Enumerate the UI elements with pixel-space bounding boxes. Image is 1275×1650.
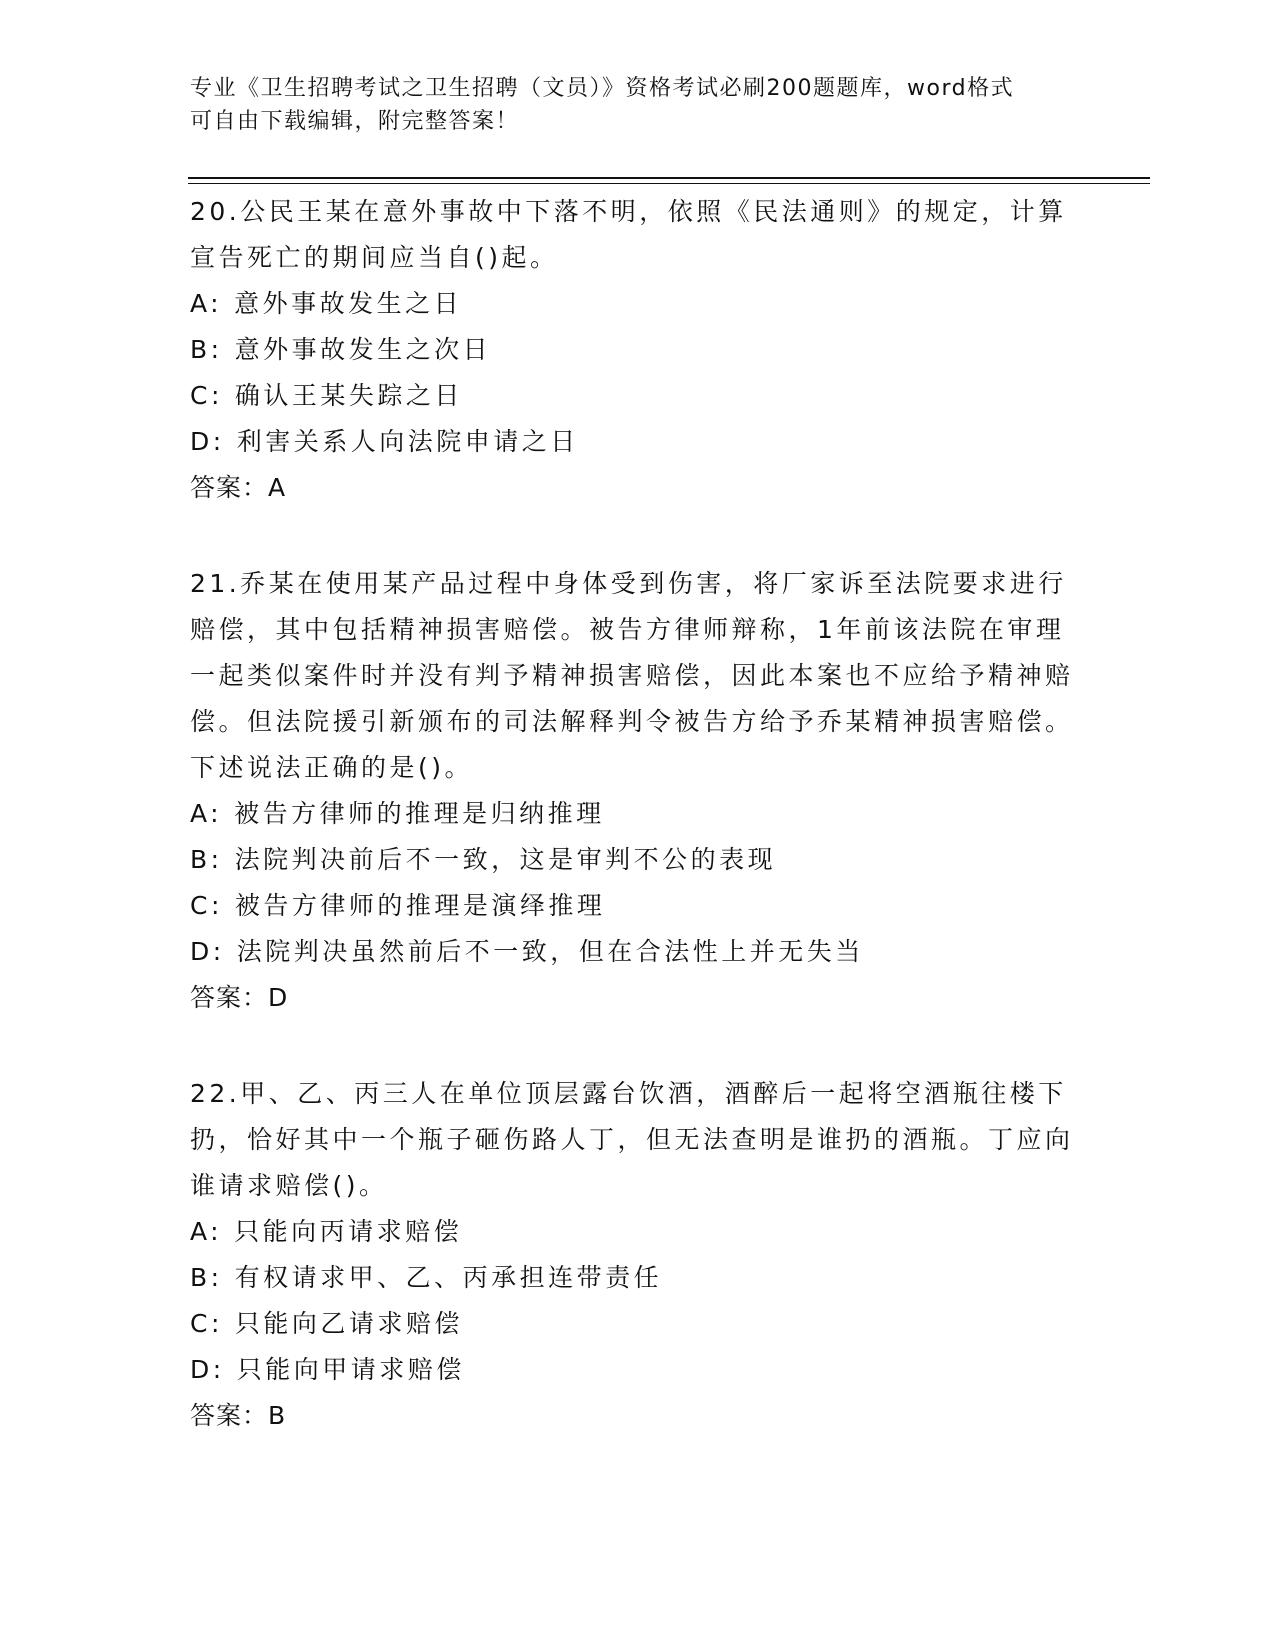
option-label: A: [190,799,223,828]
option-text: 有权请求甲、乙、丙承担连带责任 [234,1263,663,1292]
option-text: 被告方律师的推理是归纳推理 [234,799,605,828]
option-a [190,281,1090,327]
option-b [190,327,1090,373]
option-text: 法院判决虽然前后不一致，但在合法性上并无失当 [236,937,864,966]
option-a [190,791,1090,837]
question-21 [190,561,1090,1021]
option-text: 法院判决前后不一致，这是审判不公的表现 [234,845,777,874]
option-c [190,883,1090,929]
option-label: C: [190,891,223,920]
option-label: C: [190,1309,223,1338]
option-text: 确认王某失踪之日 [234,381,463,410]
question-stem: 21.乔某在使用某产品过程中身体受到伤害，将厂家诉至法院要求进行赔偿，其中包括精神损害赔偿。被告方律师辩称，1年前该法院在审理一起类似案件时并没有判予精神损害赔偿，因此本案也不应给予精神赔偿。但法院援引新颁布的司法解释判令被告方给予乔某精神损害赔偿。下述说法正确的是()。 [190,569,1074,782]
question-stem: 22.甲、乙、丙三人在单位顶层露台饮酒，酒醉后一起将空酒瓶往楼下扔，恰好其中一个瓶子砸伤路人丁，但无法查明是谁扔的酒瓶。丁应向谁请求赔偿()。 [190,1079,1074,1200]
option-text: 被告方律师的推理是演绎推理 [234,891,606,920]
option-b [190,837,1090,883]
option-label: B: [190,335,223,364]
option-text: 利害关系人向法院申请之日 [236,427,579,456]
option-label: B: [190,845,223,874]
option-text: 意外事故发生之日 [234,289,463,318]
answer-line: 答案：A [190,473,287,502]
header-divider-thin [188,183,1150,184]
option-label: D: [190,1355,225,1384]
document-header [190,72,1090,138]
option-label: C: [190,381,223,410]
answer-line: 答案：D [190,983,289,1012]
option-label: B: [190,1263,223,1292]
option-text: 只能向乙请求赔偿 [234,1309,463,1338]
option-label: A: [190,289,223,318]
option-text: 只能向丙请求赔偿 [234,1217,463,1246]
header-line-2: 可自由下载编辑，附完整答案！ [190,109,520,134]
option-label: A: [190,1217,223,1246]
question-22 [190,1071,1090,1439]
option-b [190,1255,1090,1301]
option-d [190,419,1090,465]
option-text: 意外事故发生之次日 [234,335,492,364]
option-d [190,1347,1090,1393]
option-text: 只能向甲请求赔偿 [236,1355,465,1384]
question-list [190,189,1090,1489]
option-label: D: [190,937,225,966]
header-line-1: 专业《卫生招聘考试之卫生招聘（文员）》资格考试必刷200题题库，word格式 [190,76,1015,101]
question-20 [190,189,1090,511]
option-d [190,929,1090,975]
option-c [190,1301,1090,1347]
question-stem: 20.公民王某在意外事故中下落不明，依照《民法通则》的规定，计算宣告死亡的期间应当自()起。 [190,197,1067,272]
option-c [190,373,1090,419]
option-a [190,1209,1090,1255]
answer-line: 答案：B [190,1401,287,1430]
header-divider-thick [188,177,1150,179]
option-label: D: [190,427,225,456]
